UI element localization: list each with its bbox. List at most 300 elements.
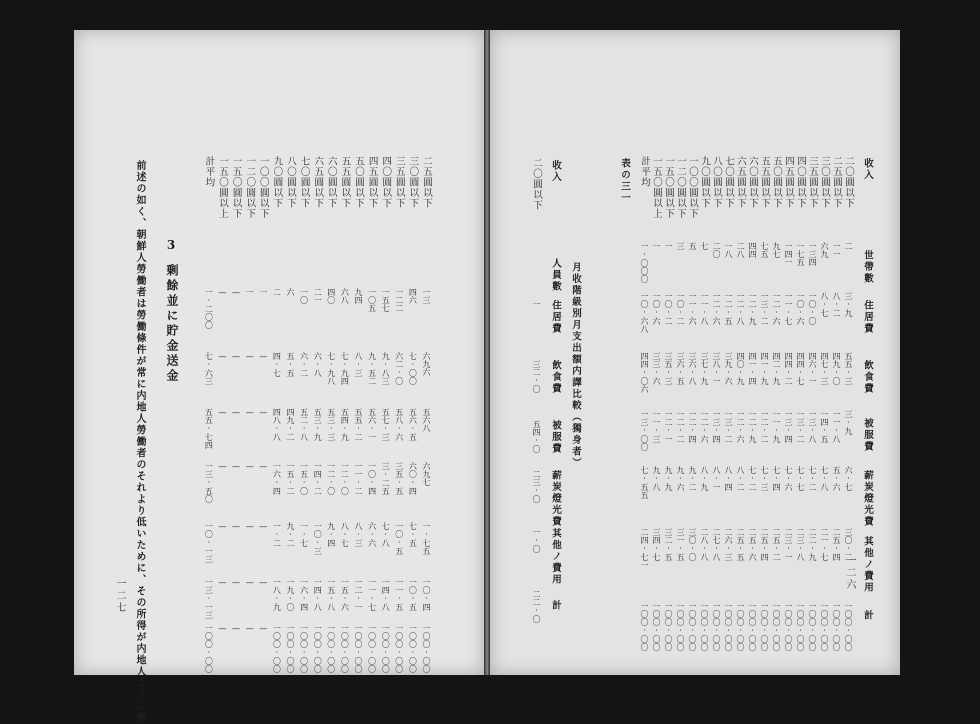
table-cell: 一〇〇·〇〇 (784, 602, 793, 651)
table-cell: 五六八 (422, 408, 431, 432)
column-header: 住居費 (550, 300, 561, 335)
table-cell: 一〇〇·〇〇 (676, 602, 685, 651)
table-cell: 一〇〇·〇〇 (367, 624, 377, 673)
table-cell: 四〇 (326, 288, 336, 304)
table-cell: 二五·二 (772, 528, 781, 561)
table-cell: 二 (272, 288, 282, 296)
column-header: 其他ノ費用 (862, 536, 873, 594)
table-cell: 一八 (724, 242, 733, 258)
table-cell: 六九 (820, 242, 829, 258)
table-cell: 一·〇 (532, 528, 541, 553)
table-cell: 一九·〇 (286, 578, 295, 611)
table-cell: 一 (245, 288, 255, 296)
table-cell: 七·二 (748, 466, 757, 491)
table-cell: — (231, 578, 241, 587)
row-label: 四五圓以下 (366, 156, 378, 209)
table-cell: 一〇〇·〇〇 (820, 602, 829, 651)
table-cell: — (218, 288, 227, 297)
table-cell: 二三·一 (784, 528, 793, 561)
table-cell: 一·二〇〇 (204, 288, 214, 329)
table-cell: 一二·六 (772, 292, 781, 325)
table-cell: — (245, 624, 255, 633)
column-header: 被服費 (862, 418, 873, 453)
column-header: 飲食費 (550, 360, 561, 395)
table-cell: 一二·六 (700, 410, 709, 443)
table-cell: 二三·〇 (532, 470, 541, 503)
table-cell: 一五·二 (286, 462, 295, 495)
table-cell: 四九·二 (286, 408, 295, 441)
table-cell: 七 (700, 242, 709, 250)
row-label: 四〇圓以下 (380, 156, 392, 209)
table-cell: 三五·三 (664, 352, 673, 385)
table-cell: 三五·五 (394, 462, 404, 495)
table-cell: 一二·一 (354, 578, 363, 611)
table-cell: 九七 (772, 242, 781, 258)
table-cell: 六·二 (299, 352, 309, 377)
table-cell: 五五·三 (844, 352, 853, 385)
column-header: 收入 (862, 158, 873, 181)
row-label: 一二〇圓以下 (675, 156, 686, 219)
table-cell: 一〇〇·〇〇 (712, 602, 721, 651)
table-cell: 一〇〇·〇〇 (688, 602, 697, 651)
table-cell: 二五·六 (748, 528, 757, 561)
table-cell: 一五·六 (340, 578, 350, 611)
table-cell: 一〇〇·〇〇 (326, 624, 336, 673)
table-cell: 一五七 (381, 288, 391, 312)
table-cell: 一〇·五 (394, 522, 404, 555)
table-cell: 一六·四 (272, 462, 282, 495)
table-cell: 二五·四 (760, 528, 769, 561)
table-cell: 一 (258, 288, 268, 296)
table-cell: — (245, 522, 255, 531)
table-cell: 一〇五 (367, 288, 377, 312)
table-cell: 一〇〇·〇〇 (272, 624, 282, 673)
table-cell: 一〇·六 (652, 292, 661, 325)
column-header: 世帶數 (862, 250, 873, 285)
table-cell: 一三·二 (760, 292, 769, 325)
table-cell: 七·八 (820, 466, 829, 491)
table-cell: 一二·八 (736, 292, 745, 325)
table-cell: — (245, 352, 255, 361)
table-cell: 四八·八 (272, 408, 282, 441)
row-label: 計平均 (639, 156, 650, 188)
table-cell: 一二二 (394, 288, 404, 312)
table-cell: 八·三 (354, 352, 363, 377)
table-cell: 一二·二 (676, 410, 685, 443)
table-cell: 一一·三 (652, 410, 661, 443)
table-cell: 三·九 (844, 292, 853, 317)
table-cell: 五四·九 (340, 408, 350, 441)
table-cell: 八·四 (724, 466, 733, 491)
row-label: 一五〇圓以下 (663, 156, 674, 219)
table-cell: 一四·二 (313, 462, 323, 495)
table-cell: 五四·〇 (532, 420, 541, 453)
table-cell: 一三·〇〇 (640, 410, 649, 451)
table-cell: 一三·八 (808, 410, 817, 443)
table-cell: — (231, 288, 241, 297)
row-label: 二〇圓以下 (531, 158, 542, 211)
table-cell: 一一·八 (832, 410, 841, 443)
table-cell: 一〇〇·〇〇 (299, 624, 309, 673)
row-label: 三〇圓以下 (819, 156, 830, 209)
row-label: 六五圓以下 (312, 156, 324, 209)
table-cell: 一·七五 (422, 522, 431, 555)
table-cell: 一〇〇·〇〇 (408, 624, 418, 673)
table-cell: 一〇〇·〇〇 (381, 624, 391, 673)
row-label: 一〇〇圓以下 (687, 156, 698, 219)
table-cell: 一一·七 (784, 292, 793, 325)
table-cell: 一〇〇·〇〇 (796, 602, 805, 651)
table-cell: 五八·六 (394, 408, 404, 441)
row-label: 五〇圓以下 (353, 156, 364, 209)
table-cell: 一〇〇·〇〇 (652, 602, 661, 651)
column-header: 被服費 (550, 420, 561, 455)
table-cell: 七·四 (772, 466, 781, 491)
table-cell: 九·八 (652, 466, 661, 491)
table-cell: 三·二五 (381, 462, 391, 495)
table-cell: — (231, 352, 241, 361)
left-page (74, 30, 484, 724)
table-cell: 四〇·九 (736, 352, 745, 385)
table-cell: 七·九四 (340, 352, 350, 385)
table-cell: 二七·八 (712, 528, 721, 561)
table-cell: 一三 (422, 288, 431, 304)
table-cell: 七·五 (408, 522, 418, 547)
table-cell: 六·七 (844, 466, 853, 491)
table-cell: 一〇〇·〇〇 (286, 624, 295, 673)
table-cell: 三四·七 (652, 528, 661, 561)
table-three-title: 月收階級別月支出額内譯比較（獨身者） (570, 262, 581, 469)
table-cell: 七·六三 (204, 352, 214, 385)
table-cell: 一三·二 (796, 410, 805, 443)
table-cell: 三·九 (844, 410, 853, 435)
table-cell: 一〇·六八 (640, 292, 649, 333)
table-cell: 一二·五 (724, 292, 733, 325)
table-cell: 四二·九 (772, 352, 781, 385)
table-cell: 五五·二 (354, 408, 363, 441)
table-cell: 一八·九 (272, 578, 282, 611)
table-cell: 六 (286, 288, 295, 296)
table-cell: 六八 (340, 288, 350, 304)
table-cell: 八·七 (340, 522, 350, 547)
table-cell: 一〇 (299, 288, 309, 304)
table-cell: 六〇·四 (408, 462, 418, 495)
row-label: 七〇圓以下 (723, 156, 734, 209)
table-cell: — (245, 578, 255, 587)
right-page (490, 30, 900, 675)
table-cell: 三六·八 (688, 352, 697, 385)
row-label: 六五圓以下 (735, 156, 746, 209)
table-cell: 五二·八 (299, 408, 309, 441)
row-label: 六〇圓以下 (325, 156, 337, 209)
table-cell: 四一·四 (748, 352, 757, 385)
table-cell: — (231, 522, 241, 531)
table-cell: 三一·五 (676, 528, 685, 561)
table-cell: 三 (676, 242, 685, 250)
table-cell: 一〇·二 (664, 292, 673, 325)
table-cell: — (258, 408, 268, 417)
column-header: 其他ノ費用 (550, 528, 561, 586)
table-cell: 一 (652, 242, 661, 250)
table-cell: 一七五 (796, 242, 805, 266)
table-cell: — (218, 352, 227, 361)
row-label: 一五〇圓以上 (651, 156, 662, 219)
table-cell: 九·九 (664, 466, 673, 491)
table-cell: 六九七 (422, 462, 431, 486)
row-label: 八〇圓以下 (711, 156, 722, 209)
table-cell: — (245, 408, 255, 417)
row-label: 三〇圓以下 (407, 156, 419, 209)
table-cell: 四六·一 (808, 352, 817, 385)
table-cell: 一〇〇·〇〇 (700, 602, 709, 651)
row-label: 七〇圓以下 (298, 156, 310, 209)
column-header: 飲食費 (862, 360, 873, 395)
table-cell: 二四·七一 (640, 528, 649, 569)
column-header: 薪炭燈光費 (862, 470, 873, 528)
row-label: 二五圓以下 (831, 156, 842, 209)
table-cell: — (231, 624, 241, 633)
table-cell: 一〇·二 (676, 292, 685, 325)
table-cell: — (218, 624, 227, 633)
table-cell: 三七·九 (700, 352, 709, 385)
table-cell: 一二·九 (748, 292, 757, 325)
row-label: 一五〇圓以下 (230, 156, 242, 219)
table-cell: 一〇·一三 (204, 522, 214, 563)
table-cell: 三六·五 (676, 352, 685, 385)
table-cell: 六·六 (367, 522, 377, 547)
table-cell: 一三·五〇 (204, 462, 214, 503)
row-label: 八〇圓以下 (285, 156, 296, 209)
table-cell: 一二·六 (736, 410, 745, 443)
table-cell: 五·六 (832, 466, 841, 491)
row-label: 五〇圓以下 (771, 156, 782, 209)
table-cell: 一〇·六 (796, 292, 805, 325)
table-cell: 四四·七 (796, 352, 805, 385)
table-cell: 一〇〇·〇〇 (772, 602, 781, 651)
table-cell: 七·五五 (640, 466, 649, 499)
table-cell: 一〇〇·〇〇 (640, 602, 649, 651)
right-page-number: 一二六 (844, 555, 855, 591)
table-cell: 一三·四 (784, 410, 793, 443)
table-cell: 三八·一 (712, 352, 721, 385)
table-cell: 一一·五 (394, 578, 404, 611)
table-cell: 六二·〇 (394, 352, 404, 385)
row-label: 九〇圓以下 (699, 156, 710, 209)
table-cell: 一四·八 (313, 578, 323, 611)
row-label: 三五圓以下 (807, 156, 818, 209)
table-cell: 九·五二 (367, 352, 377, 385)
table-cell: 七·八 (381, 522, 391, 547)
table-cell: 八·三 (354, 522, 363, 547)
table-cell: 九·六 (676, 466, 685, 491)
table-cell: 一〇·三 (313, 522, 323, 555)
table-cell: — (218, 462, 227, 471)
table-cell: 一四·八 (381, 578, 391, 611)
table-cell: 一二·九 (748, 410, 757, 443)
table-cell: 一二·六 (712, 292, 721, 325)
row-label: 一〇〇圓以下 (257, 156, 269, 219)
table-cell: 八·二 (736, 466, 745, 491)
table-cell: 七·九八 (326, 352, 336, 385)
table-cell: — (218, 522, 227, 531)
table-cell: 一〇〇·〇〇 (422, 624, 431, 673)
left-page-number: 一二七 (114, 578, 125, 614)
table-cell: 一〇〇·〇〇 (736, 602, 745, 651)
column-header: 住居費 (862, 300, 873, 335)
table-cell: 二五·四 (832, 528, 841, 561)
table-cell: 一四·五 (820, 410, 829, 443)
table-cell: 七·七 (796, 466, 805, 491)
section-title: 剰餘並に貯金送金 (165, 264, 179, 384)
table-cell: 一〇·四 (367, 462, 377, 495)
table-cell: 三二·五 (664, 528, 673, 561)
column-header: 計 (862, 610, 873, 622)
table-cell: 一一·七 (367, 578, 377, 611)
table-cell: 一〇〇·〇〇 (664, 602, 673, 651)
table-cell: 三九·六 (724, 352, 733, 385)
table-cell: 一〇·四 (422, 578, 431, 611)
table-cell: 二一·七 (820, 528, 829, 561)
row-label: 五五圓以下 (339, 156, 351, 209)
table-cell: 七·三 (760, 466, 769, 491)
table-cell: 一一 (832, 242, 841, 258)
table-cell: 四七·三 (820, 352, 829, 385)
table-cell: 一〇〇·〇〇 (748, 602, 757, 651)
table-cell: 四·七 (272, 352, 282, 377)
table-cell: 三〇·〇 (688, 528, 697, 561)
table-cell: 九四 (354, 288, 363, 304)
table-cell: 一〇〇·〇〇 (724, 602, 733, 651)
table-cell: 五三·三 (326, 408, 336, 441)
table-cell: 七·二 (808, 466, 817, 491)
table-cell: 二三·八 (796, 528, 805, 561)
column-header: 計 (550, 600, 561, 612)
table-cell: — (258, 578, 268, 587)
table-cell: 一〇·五 (408, 578, 418, 611)
table-cell: 一〇〇·〇〇 (832, 602, 841, 651)
table-cell: 一二·〇 (326, 462, 336, 495)
table-cell: 二八·八 (700, 528, 709, 561)
table-cell: 三二·〇 (532, 360, 541, 393)
table-cell: 一一·八 (700, 292, 709, 325)
row-label: 四〇圓以下 (795, 156, 806, 209)
table-cell: 一〇·〇 (808, 292, 817, 325)
table-cell: 一二·二 (760, 410, 769, 443)
table-cell: 三〇·二 (844, 528, 853, 561)
table-cell: 九·八三 (381, 352, 391, 385)
table-cell: 一六·四 (299, 578, 309, 611)
table-cell: 一·二 (272, 522, 282, 547)
table-cell: 一三·二 (724, 410, 733, 443)
table-cell: 三三·六 (652, 352, 661, 385)
table-cell: 一四一 (784, 242, 793, 266)
table-cell: 五 (688, 242, 697, 250)
table-cell: 一二·〇 (340, 462, 350, 495)
table-cell: 一〇〇·〇〇 (354, 624, 363, 673)
column-header: 收入 (550, 160, 561, 183)
table-cell: 五·五 (286, 352, 295, 377)
table-cell: 一三·四 (712, 410, 721, 443)
table-cell: 一一·二 (354, 462, 363, 495)
table-cell: 七·〇〇 (408, 352, 418, 385)
row-label: 一五〇圓以上 (217, 156, 228, 219)
table-cell: 四四·二 (784, 352, 793, 385)
row-label: 三五圓以下 (393, 156, 405, 209)
table-cell: 四四 (748, 242, 757, 258)
body-paragraph: 前述の如く、朝鮮人勞働者は勞働條件が常に内地人勞働者のそれより低いために、その所得が内地人より二割 (134, 160, 145, 724)
table-cell: 五三·九 (313, 408, 323, 441)
table-cell: 四六 (408, 288, 418, 304)
table-cell: 一〇〇·〇〇 (313, 624, 323, 673)
table-cell: — (218, 408, 227, 417)
table-cell: 八·七 (820, 292, 829, 317)
table-cell: 一一·六 (688, 292, 697, 325)
table-cell: — (245, 462, 255, 471)
section-number: 3 (164, 238, 178, 255)
row-label: 六〇圓以下 (747, 156, 758, 209)
table-cell: 七五 (760, 242, 769, 258)
table-cell: 二二·九 (808, 528, 817, 561)
table-cell: 四一·九 (760, 352, 769, 385)
table-cell: 五七·三 (381, 408, 391, 441)
table-cell: 五六·五 (408, 408, 418, 441)
table-cell: 一一·九 (772, 410, 781, 443)
table-cell: — (218, 578, 227, 587)
column-header: 薪炭燈光費 (550, 470, 561, 528)
table-cell: 二〇 (712, 242, 721, 258)
table-cell: 一 (532, 300, 541, 308)
table-cell: 九·二 (688, 466, 697, 491)
row-label: 一二〇圓以下 (244, 156, 256, 219)
table-cell: 一二·一 (664, 410, 673, 443)
table-cell: 一〇〇·〇〇 (340, 624, 350, 673)
table-cell: 一·七 (299, 522, 309, 547)
table-cell: 二二·〇 (532, 590, 541, 623)
table-cell: 七·六 (784, 466, 793, 491)
table-cell: 一〇〇·〇〇 (808, 602, 817, 651)
row-label: 二五圓以下 (421, 156, 432, 209)
table-cell: 二一 (313, 288, 323, 304)
table-cell: 四九·〇 (832, 352, 841, 385)
table-cell: — (258, 624, 268, 633)
table-cell: 二五·五 (736, 528, 745, 561)
table-three-label: 表の三一 (619, 158, 630, 204)
table-cell: — (231, 408, 241, 417)
table-cell: 一二·四 (688, 410, 697, 443)
table-cell: 二六·三 (724, 528, 733, 561)
table-cell: 八·一 (712, 466, 721, 491)
row-label: 計平均 (203, 156, 215, 188)
table-cell: — (258, 352, 268, 361)
table-cell: — (258, 462, 268, 471)
table-cell: 八·二 (832, 292, 841, 317)
table-cell: 一五·八 (326, 578, 336, 611)
table-cell: 一〇〇·〇〇 (204, 624, 214, 673)
row-label: 四五圓以下 (783, 156, 794, 209)
row-label: 五五圓以下 (759, 156, 770, 209)
table-cell: 八·九 (700, 466, 709, 491)
table-cell: 一〇〇·〇〇 (394, 624, 404, 673)
table-cell: 九·四 (326, 522, 336, 547)
table-cell: 一·〇〇〇 (640, 242, 649, 283)
table-cell: 九·二 (286, 522, 295, 547)
table-cell: — (231, 462, 241, 471)
table-cell: 二八 (736, 242, 745, 258)
row-label: 二〇圓以下 (843, 156, 854, 209)
table-cell: 五六·一 (367, 408, 377, 441)
table-cell: 四四·〇六 (640, 352, 649, 393)
table-cell: 一〇〇·〇〇 (760, 602, 769, 651)
